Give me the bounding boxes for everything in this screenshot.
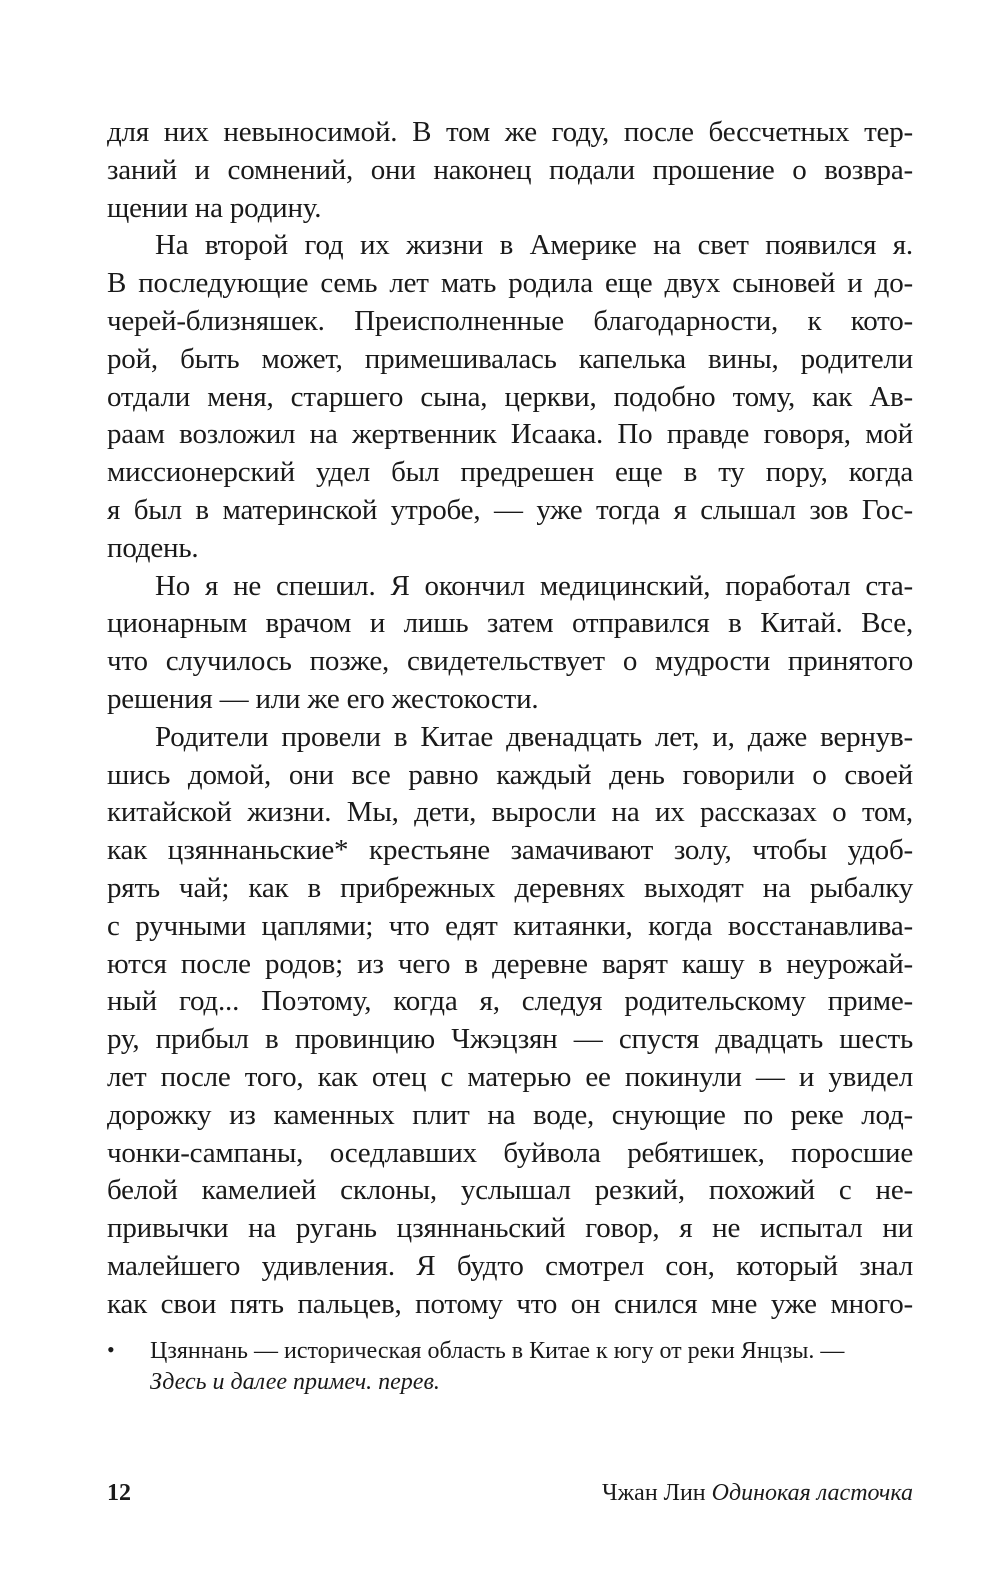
text-line: я был в материнской утробе, — уже тогда я слышал зов Гос- [107, 493, 913, 526]
footnote-translator-note: Здесь и далее примеч. перев. [150, 1369, 440, 1395]
page-number: 12 [107, 1480, 131, 1506]
paragraph-start-line: Но я не спешил. Я окончил медицинский, поработал ста- [155, 569, 913, 602]
body-text [107, 114, 913, 1324]
text-line: ционарным врачом и лишь затем отправился в Китай. Все, [107, 607, 913, 640]
book-title: Одинокая ласточка [711, 1480, 913, 1506]
paragraph-start-line: На второй год их жизни в Америке на свет появился я. [155, 229, 913, 262]
text-line: шись домой, они все равно каждый день говорили о своей [107, 758, 913, 791]
book-author: Чжан Лин [601, 1480, 712, 1506]
text-line: ру, прибыл в провинцию Чжэцзян — спустя двадцать шесть [107, 1023, 913, 1056]
text-line: ются после родов; из чего в деревне варят кашу в неурожай- [107, 947, 913, 980]
text-line: с ручными цаплями; что едят китаянки, когда восстанавлива- [107, 909, 913, 942]
text-line: щении на родину. [107, 191, 322, 224]
text-line: малейшего удивления. Я будто смотрел сон, который знал [107, 1249, 913, 1282]
text-line: ный год... Поэтому, когда я, следуя родительскому приме- [107, 985, 913, 1018]
text-line: лет после того, как отец с матерью ее покинули — и увидел [107, 1060, 913, 1093]
text-line: как цзяннаньские* крестьяне замачивают золу, чтобы удоб- [107, 834, 913, 867]
text-line: привычки на ругань цзяннаньский говор, я не испытал ни [107, 1212, 913, 1245]
text-line: для них невыносимой. В том же году, после бессчетных тер- [107, 116, 913, 148]
text-line: раам возложил на жертвенник Исаака. По правде говоря, мой [107, 418, 913, 451]
text-line: белой камелией склоны, услышал резкий, похожий с не- [107, 1174, 913, 1207]
text-line: заний и сомнений, они наконец подали прошение о возвра- [107, 153, 913, 186]
text-line: отдали меня, старшего сына, церкви, подобно тому, как Ав- [107, 380, 913, 413]
text-line: В последующие семь лет мать родила еще двух сыновей и до- [107, 267, 913, 300]
text-line: что случилось позже, свидетельствует о мудрости принятого [107, 645, 913, 678]
text-line: подень. [107, 531, 199, 564]
text-line: рой, быть может, примешивалась капелька вины, родители [107, 342, 913, 375]
footnote [107, 1336, 913, 1398]
text-line: дорожку из каменных плит на воде, снующие по реке лод- [107, 1098, 913, 1131]
page-body [107, 114, 913, 1324]
footnote-text: Цзяннань — историческая область в Китае к югу от реки Янцзы. — [150, 1338, 845, 1364]
text-line: миссионерский удел был предрешен еще в ту пору, когда [107, 456, 913, 489]
text-line: китайской жизни. Мы, дети, выросли на их рассказах о том, [107, 796, 913, 829]
text-line: черей-близняшек. Преисполненные благодарности, к кото- [107, 304, 913, 337]
text-line: как свои пять пальцев, потому что он снился мне уже много- [107, 1287, 913, 1320]
paragraph-start-line: Родители провели в Китае двенадцать лет, и, даже вернув- [155, 720, 913, 753]
footnote-marker: • [107, 1337, 115, 1362]
book-info [602, 1478, 913, 1508]
text-line: рять чай; как в прибрежных деревнях выходят на рыбалку [107, 871, 913, 904]
text-line: решения — или же его жестокости. [107, 682, 539, 715]
text-line: чонки-сампаны, оседлавших буйвола ребятишек, поросшие [107, 1136, 913, 1169]
